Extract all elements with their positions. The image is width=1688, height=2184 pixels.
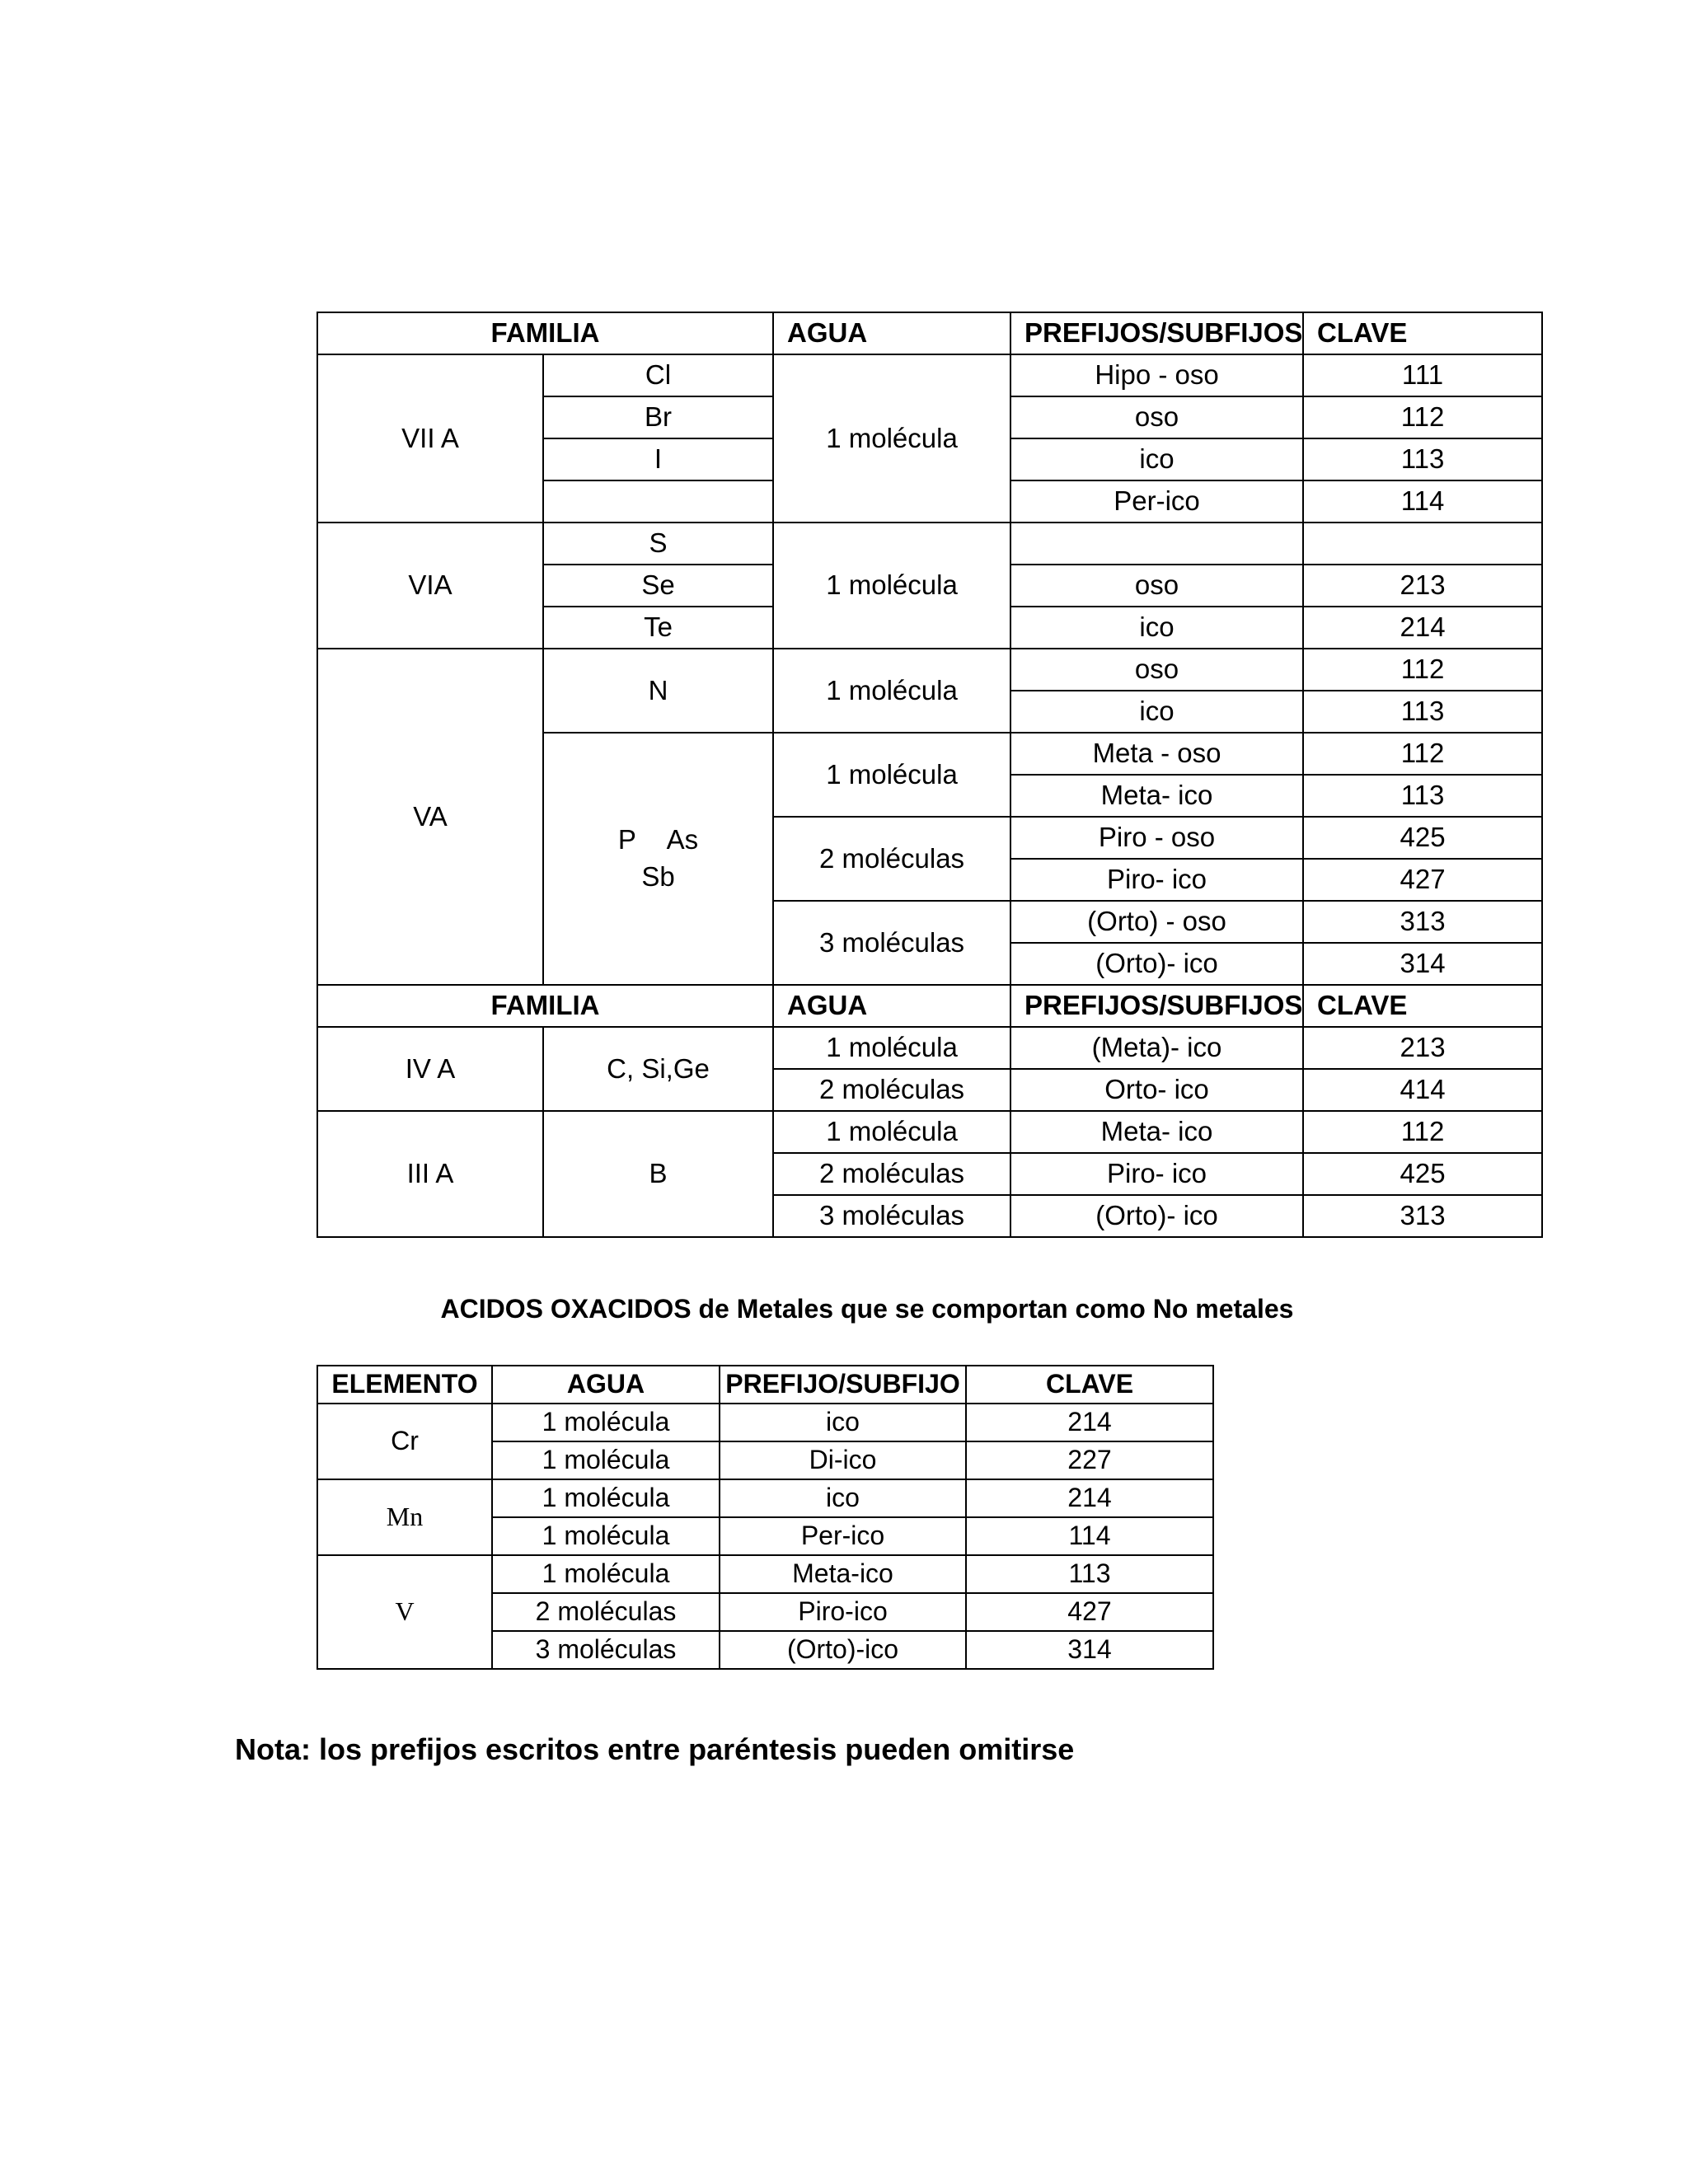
header-clave: CLAVE xyxy=(1303,312,1542,354)
table-header-row xyxy=(317,1366,1213,1404)
prefijo-cell: ico xyxy=(720,1479,966,1517)
prefijo-cell: ico xyxy=(1010,691,1303,733)
clave-cell: 427 xyxy=(1303,859,1542,901)
element-cell: Br xyxy=(543,396,773,438)
table-row xyxy=(317,354,1542,396)
header-prefijos: PREFIJOS/SUBFIJOS xyxy=(1010,312,1303,354)
agua-cell: 3 moléculas xyxy=(773,1195,1010,1237)
table-header-row xyxy=(317,985,1542,1027)
clave-cell: 213 xyxy=(1303,1027,1542,1069)
clave-cell: 112 xyxy=(1303,733,1542,775)
footnote: Nota: los prefijos escritos entre paréntesis pueden omitirse xyxy=(235,1732,1075,1766)
clave-cell: 113 xyxy=(1303,438,1542,480)
prefijo-cell: oso xyxy=(1010,396,1303,438)
element-cell: C, Si,Ge xyxy=(543,1027,773,1111)
prefijo-cell: Hipo - oso xyxy=(1010,354,1303,396)
prefijo-cell: Meta-ico xyxy=(720,1555,966,1593)
metales-table-title: ACIDOS OXACIDOS de Metales que se comportan como No metales xyxy=(440,1294,1294,1324)
clave-cell: 213 xyxy=(1303,565,1542,607)
table-row xyxy=(317,1555,1213,1593)
table-row xyxy=(317,1027,1542,1069)
agua-cell: 1 molécula xyxy=(773,733,1010,817)
table-row xyxy=(317,1404,1213,1441)
clave-cell: 214 xyxy=(1303,607,1542,649)
header-prefijo: PREFIJO/SUBFIJO xyxy=(720,1366,966,1404)
clave-cell: 313 xyxy=(1303,1195,1542,1237)
clave-cell: 112 xyxy=(1303,649,1542,691)
table-row xyxy=(317,1479,1213,1517)
prefijo-cell: ico xyxy=(720,1404,966,1441)
clave-cell: 111 xyxy=(1303,354,1542,396)
prefijo-cell: Piro - oso xyxy=(1010,817,1303,859)
element-p: P xyxy=(617,824,636,855)
table-header-row xyxy=(317,312,1542,354)
prefijo-cell: (Orto)- ico xyxy=(1010,1195,1303,1237)
element-cell xyxy=(543,480,773,523)
element-cell: Cl xyxy=(543,354,773,396)
element-cell: Cr xyxy=(317,1404,492,1479)
clave-cell: 114 xyxy=(1303,480,1542,523)
family-cell: IV A xyxy=(317,1027,543,1111)
clave-cell: 314 xyxy=(966,1631,1213,1669)
agua-cell: 2 moléculas xyxy=(773,1069,1010,1111)
acidos-oxacidos-table xyxy=(316,312,1543,1238)
clave-cell: 113 xyxy=(1303,691,1542,733)
element-as: As xyxy=(666,824,699,855)
element-cell: V xyxy=(317,1555,492,1669)
clave-cell: 214 xyxy=(966,1479,1213,1517)
metales-oxacidos-table xyxy=(316,1365,1214,1670)
element-cell: B xyxy=(543,1111,773,1237)
table-row xyxy=(317,649,1542,691)
prefijo-cell: Meta- ico xyxy=(1010,1111,1303,1153)
prefijo-cell xyxy=(1010,523,1303,565)
clave-cell: 314 xyxy=(1303,943,1542,985)
element-cell: N xyxy=(543,649,773,733)
agua-cell: 3 moléculas xyxy=(773,901,1010,985)
agua-cell: 1 molécula xyxy=(492,1404,720,1441)
family-cell: III A xyxy=(317,1111,543,1237)
agua-cell: 2 moléculas xyxy=(773,817,1010,901)
prefijo-cell: ico xyxy=(1010,607,1303,649)
element-sb: Sb xyxy=(641,861,675,892)
clave-cell: 113 xyxy=(966,1555,1213,1593)
clave-cell: 425 xyxy=(1303,1153,1542,1195)
header-agua: AGUA xyxy=(492,1366,720,1404)
clave-cell: 113 xyxy=(1303,775,1542,817)
prefijo-cell: (Meta)- ico xyxy=(1010,1027,1303,1069)
prefijo-cell: (Orto)-ico xyxy=(720,1631,966,1669)
clave-cell: 214 xyxy=(966,1404,1213,1441)
clave-cell: 313 xyxy=(1303,901,1542,943)
element-cell: I xyxy=(543,438,773,480)
table-row xyxy=(317,1111,1542,1153)
family-cell: VA xyxy=(317,649,543,985)
header-agua: AGUA xyxy=(773,985,1010,1027)
prefijo-cell: Di-ico xyxy=(720,1441,966,1479)
agua-cell: 2 moléculas xyxy=(773,1153,1010,1195)
element-cell: Se xyxy=(543,565,773,607)
prefijo-cell: Meta- ico xyxy=(1010,775,1303,817)
clave-cell: 112 xyxy=(1303,1111,1542,1153)
clave-cell: 427 xyxy=(966,1593,1213,1631)
prefijo-cell: oso xyxy=(1010,565,1303,607)
header-agua: AGUA xyxy=(773,312,1010,354)
table-row xyxy=(317,523,1542,565)
header-familia: FAMILIA xyxy=(317,985,773,1027)
agua-cell: 1 molécula xyxy=(492,1441,720,1479)
family-cell: VIA xyxy=(317,523,543,649)
header-prefijos: PREFIJOS/SUBFIJOS xyxy=(1010,985,1303,1027)
agua-cell: 1 molécula xyxy=(492,1517,720,1555)
element-cell: S xyxy=(543,523,773,565)
prefijo-cell: Meta - oso xyxy=(1010,733,1303,775)
prefijo-cell: Per-ico xyxy=(1010,480,1303,523)
family-cell: VII A xyxy=(317,354,543,523)
header-clave: CLAVE xyxy=(966,1366,1213,1404)
agua-cell: 1 molécula xyxy=(773,649,1010,733)
agua-cell: 1 molécula xyxy=(773,354,1010,523)
element-cell xyxy=(543,733,773,985)
element-cell: Mn xyxy=(317,1479,492,1555)
agua-cell: 1 molécula xyxy=(492,1479,720,1517)
prefijo-cell: Orto- ico xyxy=(1010,1069,1303,1111)
prefijo-cell: (Orto)- ico xyxy=(1010,943,1303,985)
agua-cell: 1 molécula xyxy=(773,523,1010,649)
header-elemento: ELEMENTO xyxy=(317,1366,492,1404)
agua-cell: 2 moléculas xyxy=(492,1593,720,1631)
clave-cell: 114 xyxy=(966,1517,1213,1555)
clave-cell: 227 xyxy=(966,1441,1213,1479)
header-familia: FAMILIA xyxy=(317,312,773,354)
prefijo-cell: Piro-ico xyxy=(720,1593,966,1631)
prefijo-cell: Piro- ico xyxy=(1010,1153,1303,1195)
agua-cell: 1 molécula xyxy=(773,1111,1010,1153)
prefijo-cell: (Orto) - oso xyxy=(1010,901,1303,943)
agua-cell: 3 moléculas xyxy=(492,1631,720,1669)
clave-cell xyxy=(1303,523,1542,565)
clave-cell: 414 xyxy=(1303,1069,1542,1111)
prefijo-cell: Per-ico xyxy=(720,1517,966,1555)
agua-cell: 1 molécula xyxy=(773,1027,1010,1069)
prefijo-cell: oso xyxy=(1010,649,1303,691)
agua-cell: 1 molécula xyxy=(492,1555,720,1593)
prefijo-cell: ico xyxy=(1010,438,1303,480)
clave-cell: 112 xyxy=(1303,396,1542,438)
header-clave: CLAVE xyxy=(1303,985,1542,1027)
prefijo-cell: Piro- ico xyxy=(1010,859,1303,901)
clave-cell: 425 xyxy=(1303,817,1542,859)
element-cell: Te xyxy=(543,607,773,649)
